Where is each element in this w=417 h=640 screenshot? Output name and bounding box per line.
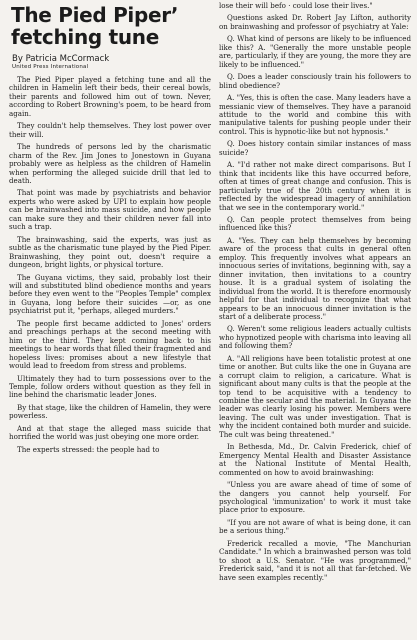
- article-paragraph: The Pied Piper played a fetching tune and all the children in Hamelin left their beds, their cereal bowls, their parents and followed him out of town. Never, according to Robert Browning's poem, to be heard from again.: [9, 75, 211, 118]
- qa-paragraph: Q. Can people protect themselves from being influenced like this?: [219, 214, 411, 233]
- article-paragraph: The Guyana victims, they said, probably lost their will and substituted blind obedience months and years before they even went to the "Peoples Temple" complex in Guyana, long before their suicides —or, as one psychiatrist put it, "perhaps, alleged murders.": [9, 272, 211, 316]
- article-paragraph: The hundreds of persons led by the charismatic charm of the Rev. Jim Jones to Jonestown in Guyana probably were as helpless as the children of Hamelin when performing the alleged suicide drill that led to death.: [9, 142, 211, 185]
- left-column: [9, 0, 211, 458]
- headline-line-1: The Pied Piperʼ: [11, 3, 179, 27]
- article-paragraph: That point was made by psychiatrists and behavior experts who were asked by UPI to explain how people can be brainwashed into mass suicide, and how people can make sure they and their children never fall into such a trap.: [9, 188, 211, 232]
- right-column: [219, 2, 411, 586]
- article-paragraph: The experts stressed: the people had to: [17, 444, 160, 454]
- qa-paragraph: A. "Yes. They can help themselves by becoming aware of the process that cults in general often employ. This frequently involves what appears an innocuous series of invitations, beginning with, say a dinner invitation, then invitations to a country house. It is a gradual system of isolating the individual from the world. It is therefore enormously helpful for that individual to recognize that what appears to be an innocuous dinner invitation is the start of a deliberate process.": [219, 235, 411, 321]
- article-paragraph: The brainwashing, said the experts, was just as subtle as the charismatic tune played by the Pied Piper. Brainwashing, they point out, doesn't require a dungeon, bright lights, or physical torture.: [9, 234, 211, 270]
- qa-paragraph: Q. Does history contain similar instances of mass suicide?: [219, 139, 411, 157]
- qa-paragraph: A. "All religions have been totalistic protest at one time or another. But cults like the one in Guyana are a corrupt claim to religion, a caricature. What is significant about many cults is that the people at the top tend to be acquisitive with a tendency to combine the secular and the material. In Guyana the leader was clearly losing his power. Members were leaving. The cult was under investigation. That is why the incident contained both murder and suicide. The cult was being threatened.": [219, 353, 411, 439]
- qa-paragraph: Q. Weren't some religious leaders actually cultists who hypnotized people with charisma into leaving all and following them?: [219, 324, 411, 351]
- article-paragraph: Questions asked Dr. Robert Jay Lifton, authority on brainwashing and professor of psychiatry at Yale:: [219, 13, 411, 31]
- article-paragraph: In Bethesda, Md., Dr. Calvin Frederick, chief of Emergency Mental Health and Disaster Assistance at the National Institute of Mental Health, commented on how to avoid brainwashing:: [219, 442, 411, 477]
- article-paragraph: "Unless you are aware ahead of time of some of the dangers you cannot help yourself. For psychological 'immunization' to work it must take place prior to exposure.: [219, 480, 411, 515]
- article-paragraph-continued: lose their will befo · could lose their lives.": [219, 1, 373, 10]
- article-paragraph: "If you are not aware of what is being done, it can be a serious thing.": [219, 517, 411, 536]
- qa-paragraph: Q. What kind of persons are likely to be influenced like this? A. "Generally the more unstable people are, particularly, if they are young, the more they are likely to be influenced.": [219, 34, 411, 69]
- wire-service-credit: United Press International: [12, 64, 89, 70]
- article-paragraph: Ultimately they had to turn possessions over to the Temple, follow orders without question as they fell in line behind the charismatic leader Jones.: [9, 373, 211, 400]
- headline-line-2: fetching tune: [11, 25, 159, 49]
- article-paragraph: By that stage, like the children of Hamelin, they were powerless.: [9, 402, 211, 421]
- qa-paragraph: A. "I'd rather not make direct comparisons. But I think that incidents like this have occurred before, often at times of great change and confusion. This is particularly true of the 20th century when it is reflected by the widespread imagery of annihilation that we see in the contemporary world.": [219, 160, 411, 212]
- article-paragraph: And at that stage the alleged mass suicide that horrified the world was just obeying one more order.: [9, 423, 211, 442]
- article-paragraph: The people first became addicted to Jones' orders and preachings perhaps at the second meeting with him or the third. They kept coming back to his meetings to hear words that filled their fragmented and hopeless lives: promises about a new lifestyle that would lead to freedom from stress and problems.: [9, 318, 211, 371]
- article-paragraph: They couldn't help themselves. They lost power over their will.: [9, 121, 211, 139]
- article-paragraph: Frederick recalled a movie, "The Manchurian Candidate." In which a brainwashed person was told to shoot a U.S. Senator. "He was programmed," Frederick said, "and it is not all that far-fetched. We have seen examples recently.": [219, 538, 411, 582]
- qa-paragraph: A. "Yes, this is often the case. Many leaders have a messianic view of themselves. They have a paranoid attitude to the world and combine this with manipulative talents for pushing people under their control. This is hypnotic-like but not hypnosis.": [219, 93, 411, 136]
- byline: By Patricia McCormack: [12, 54, 110, 64]
- headline: [11, 4, 211, 48]
- qa-paragraph: Q. Does a leader consciously train his followers to blind obedience?: [219, 72, 411, 90]
